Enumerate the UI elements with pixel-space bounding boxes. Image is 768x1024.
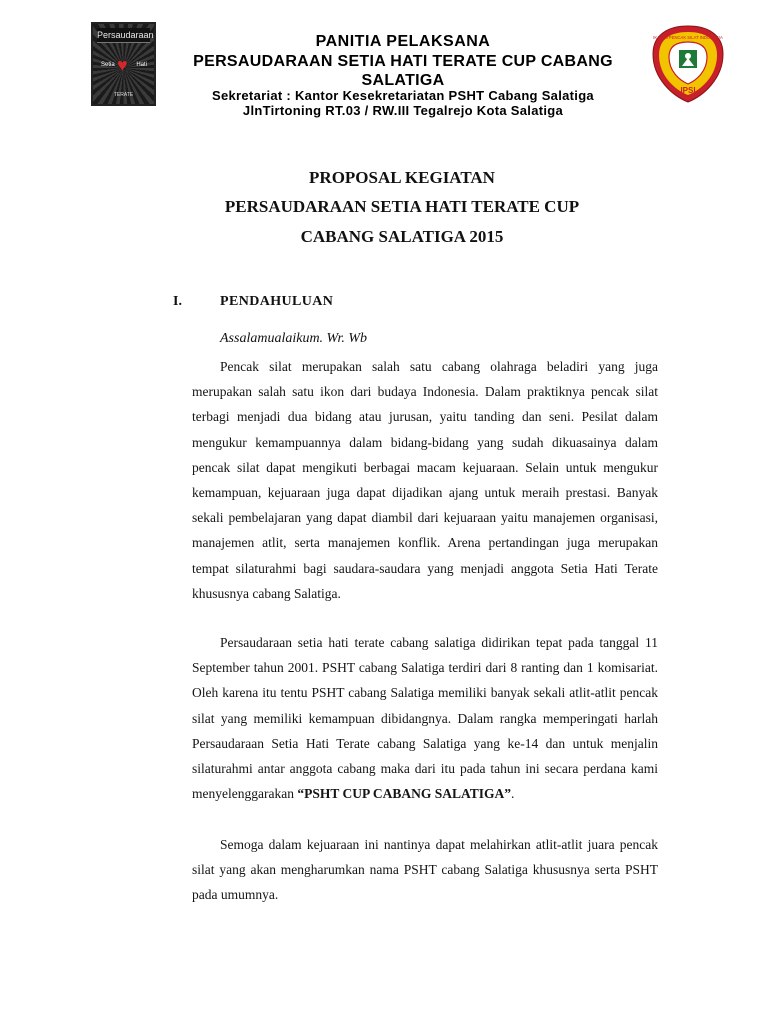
letterhead-secretariat: Sekretariat : Kantor Kesekretariatan PSHT Cabang Salatiga: [212, 88, 594, 103]
logo-left-bottom-text: TERATE: [113, 92, 134, 98]
greeting: Assalamualaikum. Wr. Wb: [220, 331, 367, 346]
psht-logo: [91, 22, 156, 106]
proposal-title-line1: PROPOSAL KEGIATAN: [309, 168, 495, 187]
ipsi-logo: [651, 24, 725, 104]
paragraph-2-end: .: [511, 786, 515, 802]
letterhead-address: JlnTirtoning RT.03 / RW.III Tegalrejo Kota Salatiga: [242, 103, 564, 118]
proposal-title-line3: CABANG SALATIGA 2015: [300, 227, 504, 246]
logo-left-word: Setia: [101, 62, 115, 68]
logo-left-top-text: Persaudaraan: [97, 28, 150, 43]
paragraph-2: [192, 630, 658, 806]
paragraph-2-text: Persaudaraan setia hati terate cabang salatiga didirikan tepat pada tanggal 11 September tahun 2001. PSHT cabang Salatiga terdiri dari 8 ranting dan 1 komisariat. Oleh karena itu tentu PSHT cabang Salatiga memiliki banyak sekali atlit-atlit pencak silat yang memiliki kemampuan dibidangnya. Dalam rangka memperingati harlah Persaudaraan Setia Hati Terate cabang Salatiga yang ke-14 dan untuk menjalin silaturahmi antar anggota cabang maka dari itu pada tahun ini secara perdana kami menyelenggarakan: [192, 635, 658, 802]
letterhead-committee: PANITIA PELAKSANA: [315, 33, 491, 50]
ipsi-bottom-text: IPSI: [680, 86, 696, 95]
proposal-title-line2: PERSAUDARAAN SETIA HATI TERATE CUP: [224, 197, 580, 216]
section-number: I.: [173, 294, 182, 309]
heart-icon: ♥: [117, 55, 128, 75]
paragraph-3: Semoga dalam kejuaraan ini nantinya dapat melahirkan atlit-atlit juara pencak silat yang akan mengharumkan nama PSHT cabang Salatiga khususnya serta PSHT pada umumnya.: [192, 837, 658, 903]
paragraph-1: Pencak silat merupakan salah satu cabang olahraga beladiri yang juga merupakan salah satu ikon dari budaya Indonesia. Dalam praktiknya pencak silat terbagi menjadi dua bidang atau jurusan, yaitu tanding dan seni. Pesilat dalam mengukur kemampuannya dalam bidang-bidang yang sudah dikuasainya dalam pencak silat dapat mengikuti berbagai macam kejuaraan. Selain untuk mengukur kemampuan, kejuaraan juga dapat dijadikan ajang untuk meraih prestasi. Banyak sekali pembelajaran yang dapat diambil dari kejuaraan yaitu manajemen organisasi, manajemen atlit, serta manajemen konflik. Arena pertandingan juga merupakan tempat silaturahmi bagi saudara-saudara yang menjadi anggota Setia Hati Terate khususnya cabang Salatiga.: [192, 359, 658, 601]
letterhead-event-name: PERSAUDARAAN SETIA HATI TERATE CUP CABANG SALATIGA: [193, 53, 613, 89]
ipsi-arc-text: IKATAN PENCAK SILAT INDONESIA: [653, 35, 723, 40]
section-heading: PENDAHULUAN: [220, 294, 334, 309]
event-name-highlight: “PSHT CUP CABANG SALATIGA”: [297, 786, 511, 802]
logo-right-word: Hati: [136, 62, 147, 68]
